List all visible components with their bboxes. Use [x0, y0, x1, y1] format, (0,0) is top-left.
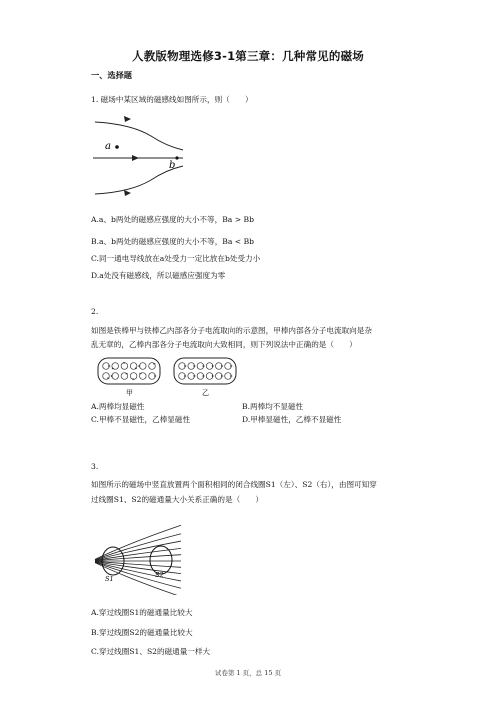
point-a [115, 145, 119, 149]
q2-option-b: B.两棒均不显磁性 [242, 402, 304, 411]
label-s2: S2 [155, 571, 164, 579]
q2-option-c: C.甲棒不显磁性，乙棒显磁性 [91, 415, 191, 424]
rod-yi-current-loops [179, 363, 233, 380]
q3-number: 3. [91, 462, 99, 471]
q1-stem: 1. 磁场中某区域的磁感线如图所示，则（ ） [91, 95, 253, 104]
q3-option-a: A.穿过线圈S1的磁通量比较大 [91, 608, 193, 617]
q2-number: 2. [91, 307, 99, 316]
label-b: b [169, 160, 176, 171]
coil-s2 [150, 546, 172, 574]
q3-stem-line-1: 如图所示的磁场中竖直放置两个面积相同的闭合线圈S1（左）、S2（右），由图可知穿 [91, 480, 377, 489]
arrow-upper [124, 116, 131, 122]
q2-option-d: D.甲棒显磁性，乙棒不显磁性 [242, 415, 342, 424]
q3-option-b: B.穿过线圈S2的磁通量比较大 [91, 628, 193, 637]
flux-field-lines [95, 525, 181, 595]
q2-stem-line-2: 乱无章的，乙棒内部各分子电流取向大致相同，则下列说法中正确的是（ ） [91, 340, 357, 349]
label-yi: 乙 [202, 389, 209, 396]
flux-line [95, 548, 181, 560]
page-footer: 试卷第 1 页，总 15 页 [214, 669, 282, 677]
q1-option-d: D.a处没有磁感线，所以磁感应强度为零 [91, 271, 226, 280]
q2-stem-line-1: 如图是铁棒甲与铁棒乙内部各分子电流取向的示意图，甲棒内部各分子电流取向是杂 [91, 326, 372, 335]
flux-line [95, 562, 181, 574]
page-title: 人教版物理选修3-1第三章：几种常见的磁场 [132, 49, 364, 63]
q1-option-b: B.a、b两处的磁感应强度的大小不等，Ba < Bb [91, 237, 255, 246]
q2-option-a: A.两棒均显磁性 [91, 402, 145, 411]
label-jia: 甲 [126, 389, 133, 396]
q1-option-c: C.同一通电导线放在a处受力一定比放在b处受力小 [91, 254, 261, 263]
rod-jia [98, 358, 160, 384]
label-s1: S1 [105, 575, 114, 583]
rod-yi [174, 358, 236, 384]
jia-current-arrow [133, 378, 135, 380]
q3-option-c: C.穿过线圈S1、S2的磁通量一样大 [91, 647, 211, 656]
jia-current-arrow [123, 362, 125, 364]
jia-current-loop [130, 373, 137, 380]
jia-current-loop [121, 363, 128, 370]
label-a: a [105, 141, 111, 152]
q3-stem-line-2: 过线圈S1、S2的磁通量大小关系正确的是（ ） [91, 495, 263, 504]
q3-flux-figure [91, 523, 183, 595]
rod-jia-current-loops [103, 362, 157, 381]
arrow-lower [124, 190, 131, 196]
q1-option-a: A.a、b两处的磁感应强度的大小不等，Ba > Bb [91, 215, 254, 224]
arrow-middle [132, 155, 139, 161]
point-b [175, 156, 178, 159]
q1-magnetic-field-figure [91, 116, 185, 200]
section-heading: 一、选择题 [91, 70, 132, 80]
q2-iron-rods-figure [96, 356, 238, 396]
